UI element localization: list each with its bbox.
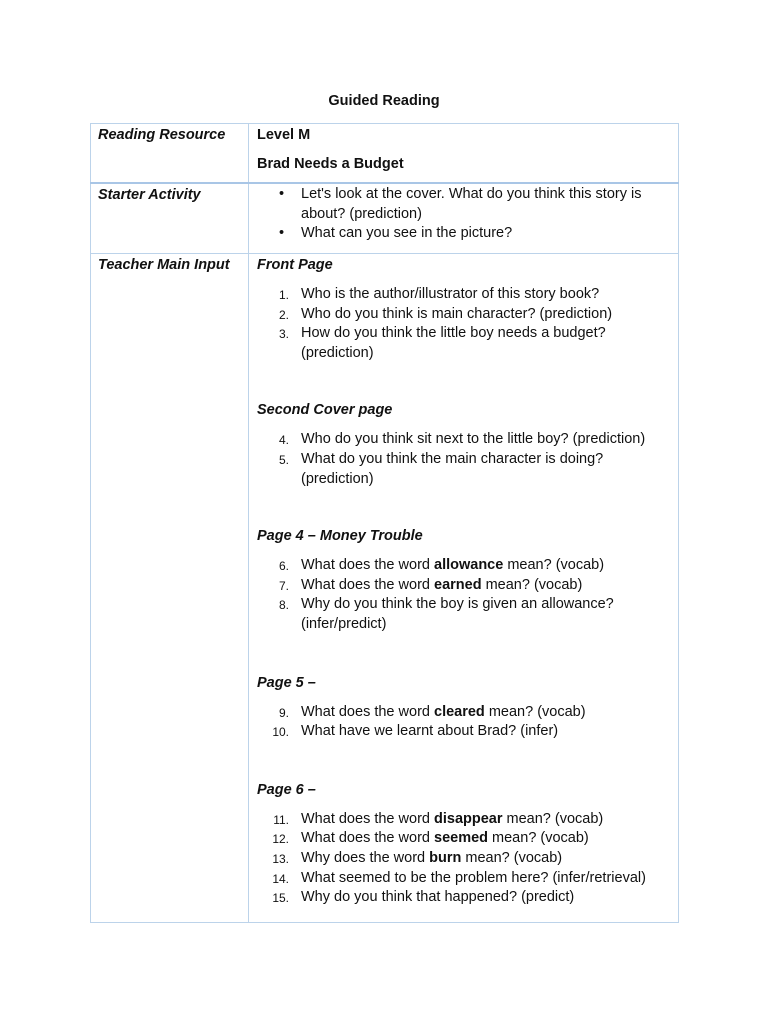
section-heading: Page 4 – Money Trouble [257, 528, 423, 545]
question-text: What does the word [301, 810, 434, 827]
question-number: 15. [272, 891, 289, 906]
starter-activity-label-cell [91, 183, 249, 254]
question-list [257, 556, 678, 634]
teacher-main-input-label-cell [91, 254, 249, 923]
starter-activity-row [91, 183, 679, 254]
list-item [257, 703, 678, 723]
reading-resource-row [91, 124, 679, 184]
question-text: What seemed to be the problem here? (infer/retrieval) [301, 869, 646, 886]
list-item [257, 285, 678, 305]
question-number: 3. [278, 327, 289, 342]
question-number: 5. [278, 452, 289, 467]
section-heading: Page 6 – [257, 781, 316, 798]
bullet-icon: • [279, 186, 285, 202]
question-number: 13. [272, 851, 289, 866]
question-text: Why do you think that happened? (predict) [301, 889, 575, 906]
vocab-word: earned [434, 576, 482, 593]
teacher-main-input-row [91, 254, 679, 923]
list-item [257, 888, 678, 908]
question-number: 4. [278, 433, 289, 448]
section-page-5 [257, 674, 678, 742]
section-page-6 [257, 781, 678, 908]
question-text: What do you think the main character is doing? (prediction) [301, 450, 604, 487]
section-heading: Front Page [257, 257, 333, 273]
starter-activity-content-cell [249, 183, 679, 254]
section-page-4 [257, 527, 678, 634]
list-item [257, 305, 678, 325]
section-heading: Second Cover page [257, 402, 393, 419]
bullet-icon: • [279, 225, 285, 241]
lesson-plan-table [90, 123, 679, 923]
document-title: Guided Reading [328, 93, 440, 109]
question-text-suffix: mean? (vocab) [502, 810, 604, 827]
question-text-suffix: mean? (vocab) [481, 576, 583, 593]
question-text: Why does the word [301, 849, 430, 866]
list-item [257, 595, 678, 634]
question-list [257, 430, 678, 489]
question-text: What have we learnt about Brad? (infer) [301, 723, 559, 740]
vocab-word: cleared [434, 703, 485, 720]
list-item [257, 185, 678, 224]
teacher-main-input-content-cell [249, 254, 679, 923]
list-item [257, 722, 678, 742]
question-text: Who do you think sit next to the little boy? (prediction) [301, 431, 646, 448]
section-front-page [257, 256, 678, 363]
question-text-suffix: mean? (vocab) [461, 849, 563, 866]
question-number: 1. [278, 288, 289, 302]
list-item [257, 556, 678, 576]
question-text-suffix: mean? (vocab) [484, 703, 586, 720]
list-item [257, 829, 678, 849]
list-item [257, 430, 678, 450]
reading-resource-label-cell [91, 124, 249, 184]
question-text: What does the word [301, 576, 434, 593]
question-text: What does the word [301, 830, 434, 847]
reading-resource-label: Reading Resource [98, 127, 226, 143]
question-list [257, 285, 678, 363]
question-number: 6. [278, 559, 289, 574]
question-text: Why do you think the boy is given an allowance? (infer/predict) [301, 596, 614, 632]
vocab-word: burn [429, 849, 462, 866]
list-item [257, 849, 678, 869]
question-list [257, 703, 678, 742]
list-item [257, 224, 678, 244]
question-text: What does the word [301, 557, 434, 574]
question-number: 7. [278, 578, 289, 593]
question-number: 11. [273, 812, 289, 827]
vocab-word: seemed [434, 830, 489, 847]
list-item [257, 869, 678, 889]
list-item [257, 450, 678, 489]
question-text-suffix: mean? (vocab) [488, 830, 589, 847]
vocab-word: disappear [434, 810, 503, 827]
book-title: Brad Needs a Budget [257, 156, 404, 172]
question-number: 10. [272, 725, 289, 740]
list-item [257, 576, 678, 596]
teacher-main-input-label: Teacher Main Input [98, 257, 230, 273]
question-text: What does the word [301, 703, 434, 720]
question-number: 2. [278, 307, 289, 322]
question-text: Who is the author/illustrator of this story book? [301, 286, 600, 302]
question-number: 14. [272, 871, 289, 886]
section-second-cover-page [257, 401, 678, 489]
starter-activity-label: Starter Activity [98, 187, 201, 203]
question-text-suffix: mean? (vocab) [503, 557, 605, 574]
question-list [257, 810, 678, 908]
question-number: 9. [278, 705, 289, 720]
list-item [257, 810, 678, 830]
section-heading: Page 5 – [257, 674, 316, 691]
question-text: Who do you think is main character? (prediction) [301, 305, 613, 322]
vocab-word: allowance [434, 557, 504, 574]
question-text: How do you think the little boy needs a budget? (prediction) [301, 325, 606, 361]
starter-bullet-list [257, 185, 678, 244]
question-number: 12. [272, 832, 289, 847]
reading-resource-content-cell [249, 124, 679, 184]
list-item-text: Let's look at the cover. What do you think this story is about? (prediction) [301, 186, 642, 222]
reading-level: Level M [257, 127, 311, 143]
list-item-text: What can you see in the picture? [301, 225, 513, 241]
list-item [257, 324, 678, 363]
question-number: 8. [278, 598, 289, 613]
